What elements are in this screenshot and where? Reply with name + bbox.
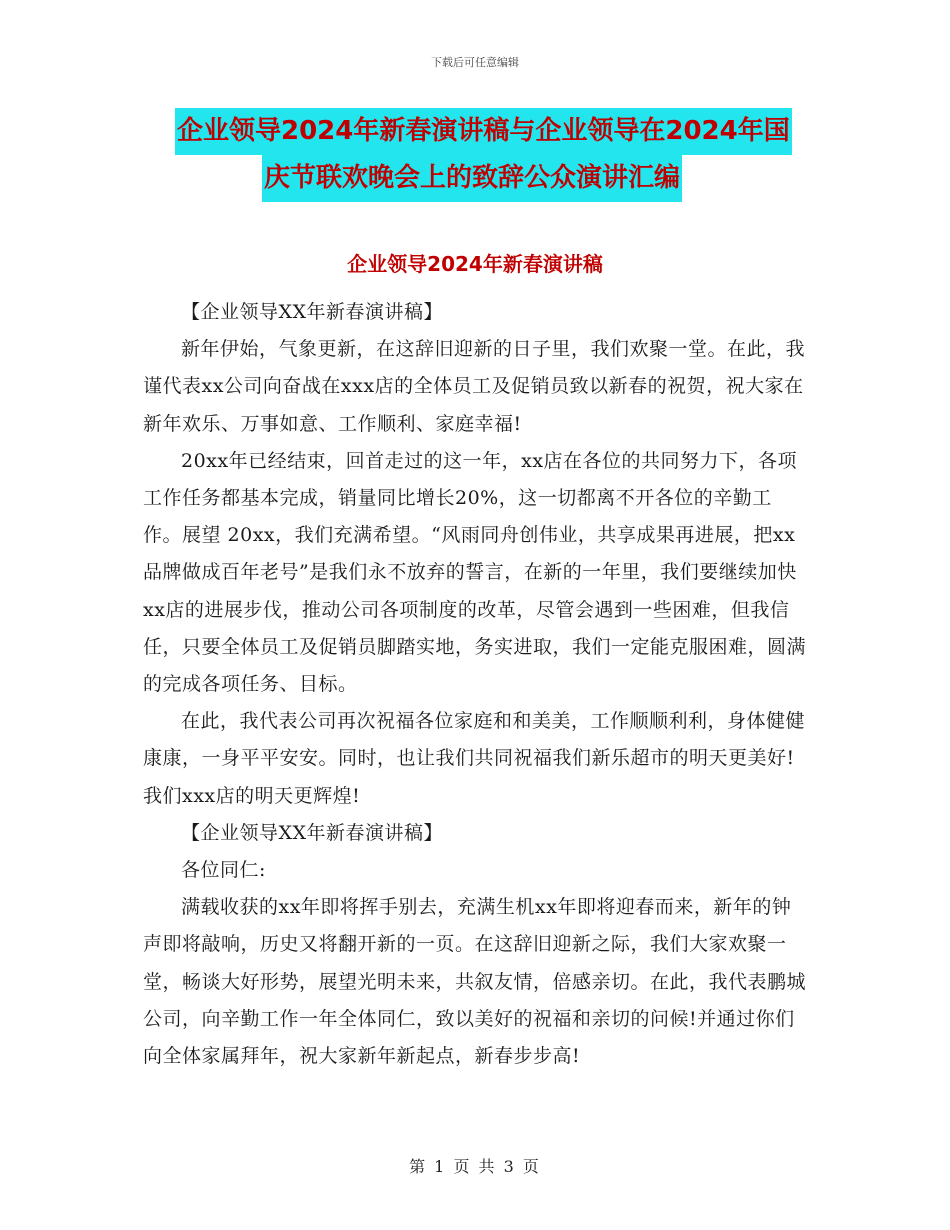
paragraph: 【企业领导XX年新春演讲稿】 [181,821,444,844]
document-title [175,108,835,202]
paragraph: 新年伊始，气象更新，在这辞旧迎新的日子里，我们欢聚一堂。在此，我谨代表xx公司向奋战在xxx店的全体员工及促销员致以新春的祝贺，祝大家在新年欢乐、万事如意、工作顺利、家庭幸福! [143,338,806,435]
paragraph: 【企业领导XX年新春演讲稿】 [181,301,444,323]
page-number-footer: 第 1 页 共 3 页 [409,1157,541,1176]
section-title: 企业领导2024年新春演讲稿 [347,252,603,276]
document-title-line-2: 庆节联欢晚会上的致辞公众演讲汇编 [262,155,682,202]
document-title-line-1: 企业领导2024年新春演讲稿与企业领导在2024年国 [175,108,792,155]
paragraph: 在此，我代表公司再次祝福各位家庭和和美美，工作顺顺利利，身体健健康康，一身平平安安。同时，也让我们共同祝福我们新乐超市的明天更美好!我们xxx店的明天更辉煌! [143,710,806,807]
header-note: 下载后可任意编辑 [431,56,519,69]
paragraph: 20xx年已经结束，回首走过的这一年，xx店在各位的共同努力下，各项工作任务都基本完成，销量同比增长20%，这一切都离不开各位的辛勤工作。展望 20xx，我们充满希望。“风雨同舟创伟业，共享成果再进展，把xx品牌做成百年老号”是我们永不放弃的誓言，在新的一年里，我们要继续加快xx店的进展步伐，推动公司各项制度的改革，尽管会遇到一些困难，但我信任，只要全体员工及促销员脚踏实地，务实进取，我们一定能克服困难，圆满的完成各项任务、目标。 [143,449,807,696]
paragraph: 满载收获的xx年即将挥手别去，充满生机xx年即将迎春而来，新年的钟声即将敲响，历史又将翻开新的一页。在这辞旧迎新之际，我们大家欢聚一堂，畅谈大好形势，展望光明未来，共叙友情，倍感亲切。在此，我代表鹏城公司，向辛勤工作一年全体同仁，致以美好的祝福和亲切的问候!并通过你们向全体家属拜年，祝大家新年新起点，新春步步高! [143,896,807,1068]
document-body [143,294,808,1075]
paragraph: 各位同仁: [181,859,266,882]
